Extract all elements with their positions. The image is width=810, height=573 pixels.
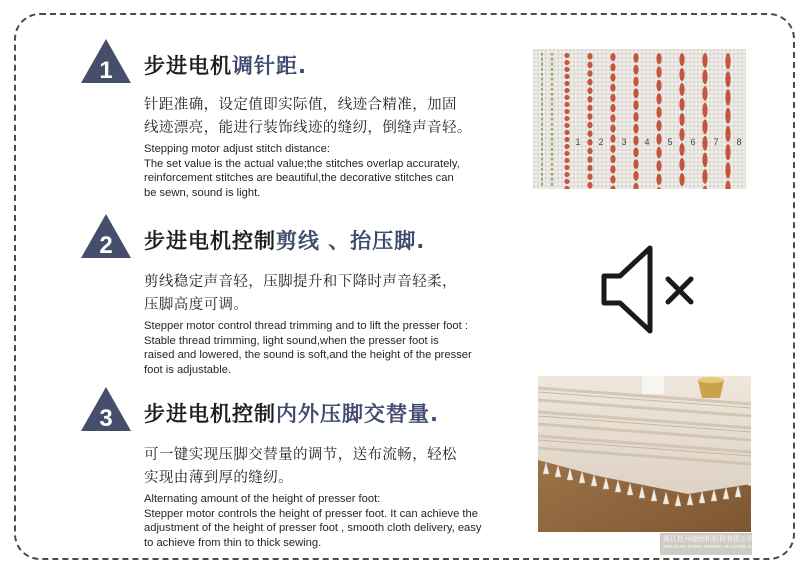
red-stitch — [587, 70, 592, 77]
red-stitch — [587, 165, 592, 172]
red-stitch — [610, 145, 615, 153]
green-stitch — [541, 178, 543, 181]
feature-title: 步进电机调针距. — [144, 54, 307, 78]
red-stitch — [679, 113, 684, 126]
red-stitch — [633, 159, 638, 169]
red-stitch — [679, 143, 684, 156]
green-stitch — [551, 123, 553, 126]
green-stitch — [551, 93, 553, 96]
red-stitch — [633, 53, 638, 63]
green-stitch — [541, 128, 543, 131]
red-stitch — [587, 96, 592, 103]
green-stitch — [551, 143, 553, 146]
green-stitch — [551, 113, 553, 116]
red-stitch — [656, 80, 661, 91]
red-stitch — [725, 126, 730, 142]
feature-title: 步进电机控制剪线 、抬压脚. — [144, 229, 426, 253]
feature-title: 步进电机控制内外压脚交替量. — [144, 402, 439, 426]
green-stitch — [551, 178, 553, 181]
red-stitch — [564, 109, 569, 114]
red-stitch — [587, 62, 592, 69]
red-stitch — [679, 83, 684, 96]
red-stitch — [587, 139, 592, 146]
green-stitch — [541, 88, 543, 91]
red-stitch — [610, 124, 615, 132]
green-stitch — [551, 78, 553, 81]
green-stitch — [541, 98, 543, 101]
red-stitch — [656, 174, 661, 185]
red-stitch — [633, 147, 638, 157]
red-stitch — [725, 162, 730, 178]
red-stitch — [587, 130, 592, 137]
green-stitch — [551, 133, 553, 136]
green-stitch — [551, 58, 553, 61]
number-triangle-icon — [80, 386, 132, 432]
green-stitch — [551, 168, 553, 171]
green-stitch — [541, 168, 543, 171]
green-stitch — [551, 173, 553, 176]
green-stitch — [541, 108, 543, 111]
red-stitch — [564, 172, 569, 177]
red-stitch — [564, 53, 569, 58]
red-stitch — [702, 119, 707, 134]
green-stitch — [551, 163, 553, 166]
red-stitch — [656, 133, 661, 144]
stitch-number-label: 5 — [667, 137, 673, 147]
red-stitch — [725, 89, 730, 105]
red-stitch — [564, 158, 569, 163]
red-stitch — [725, 53, 730, 69]
green-stitch — [541, 153, 543, 156]
green-stitch — [541, 138, 543, 141]
feature-en-text: Stepper motor control thread trimming and to lift the presser foot : Stable thread trimming, light sound,when the presser foot is raised and lowered, the sound is soft,and the height of the presser foot is adjustable. — [144, 320, 472, 376]
feature-number: 3 — [99, 405, 113, 432]
red-stitch — [587, 182, 592, 189]
red-stitch — [679, 98, 684, 111]
red-stitch — [633, 100, 638, 110]
green-stitch — [541, 158, 543, 161]
green-stitch — [551, 53, 553, 56]
red-stitch — [656, 107, 661, 118]
feature-en-text: Stepping motor adjust stitch distance: The set value is the actual value;the stitches overlap accurately, reinforcement stitches are beautiful,the decorative stitches can be sewn, sound is light. — [144, 143, 460, 199]
red-stitch — [610, 165, 615, 173]
feature-zh-text: 针距准确，设定值即实际值，线迹合精准，加固 线迹漂亮，能进行装饰线迹的缝纫，倒缝声音轻。 — [144, 97, 472, 136]
red-stitch — [610, 84, 615, 92]
red-stitch — [610, 114, 615, 122]
red-stitch — [656, 66, 661, 77]
red-stitch — [564, 116, 569, 121]
green-stitch — [541, 163, 543, 166]
red-stitch — [564, 123, 569, 128]
red-stitch — [702, 153, 707, 168]
red-stitch — [679, 53, 684, 66]
red-stitch — [679, 173, 684, 186]
feature-zh-text: 可一键实现压脚交替量的调节，送布流畅，轻松 实现由薄到厚的缝纫。 — [144, 447, 457, 486]
speaker-mute-icon — [598, 242, 698, 337]
tablecloth-image — [538, 376, 751, 532]
green-stitch — [541, 143, 543, 146]
stitch-number-label: 3 — [621, 137, 627, 147]
red-stitch — [587, 122, 592, 129]
red-stitch — [633, 136, 638, 146]
red-stitch — [702, 86, 707, 101]
red-stitch — [564, 60, 569, 65]
stitch-number-label: 6 — [690, 137, 696, 147]
green-stitch — [541, 133, 543, 136]
red-stitch — [610, 63, 615, 71]
red-stitch — [679, 68, 684, 81]
red-stitch — [633, 124, 638, 134]
red-stitch — [587, 113, 592, 120]
red-stitch — [564, 165, 569, 170]
green-stitch — [551, 63, 553, 66]
green-stitch — [541, 148, 543, 151]
green-stitch — [551, 148, 553, 151]
green-stitch — [551, 158, 553, 161]
red-stitch — [564, 81, 569, 86]
red-stitch — [725, 71, 730, 87]
green-stitch — [551, 153, 553, 156]
red-stitch — [702, 169, 707, 184]
red-stitch — [587, 87, 592, 94]
red-stitch — [702, 136, 707, 151]
stitch-number-label: 2 — [598, 137, 604, 147]
red-stitch — [564, 88, 569, 93]
red-stitch — [564, 130, 569, 135]
red-stitch — [564, 151, 569, 156]
green-stitch — [551, 128, 553, 131]
green-stitch — [541, 118, 543, 121]
red-stitch — [610, 155, 615, 163]
red-stitch — [656, 160, 661, 171]
number-triangle-icon — [80, 38, 132, 84]
red-stitch — [610, 53, 615, 61]
green-stitch — [551, 88, 553, 91]
red-stitch — [610, 135, 615, 143]
red-stitch — [702, 53, 707, 68]
green-stitch — [541, 63, 543, 66]
red-stitch — [564, 137, 569, 142]
red-stitch — [610, 104, 615, 112]
red-stitch — [633, 112, 638, 122]
red-stitch — [656, 120, 661, 131]
green-stitch — [541, 173, 543, 176]
red-stitch — [610, 73, 615, 81]
green-stitch — [541, 68, 543, 71]
green-stitch — [551, 183, 553, 186]
number-triangle-icon — [80, 213, 132, 259]
green-stitch — [541, 123, 543, 126]
red-stitch — [564, 102, 569, 107]
stitch-number-label: 8 — [736, 137, 742, 147]
red-stitch — [656, 93, 661, 104]
green-stitch — [541, 103, 543, 106]
red-stitch — [587, 105, 592, 112]
feature-number: 1 — [99, 57, 113, 84]
red-stitch — [564, 67, 569, 72]
feature-zh-text: 剪线稳定声音轻，压脚提升和下降时声音轻柔， 压脚高度可调。 — [144, 274, 457, 313]
green-stitch — [551, 83, 553, 86]
red-stitch — [702, 70, 707, 85]
green-stitch — [551, 138, 553, 141]
green-stitch — [541, 93, 543, 96]
green-stitch — [541, 78, 543, 81]
red-stitch — [564, 74, 569, 79]
red-stitch — [587, 79, 592, 86]
red-stitch — [610, 175, 615, 183]
red-stitch — [656, 147, 661, 158]
green-stitch — [541, 53, 543, 56]
green-stitch — [551, 98, 553, 101]
red-stitch — [587, 173, 592, 180]
green-stitch — [541, 83, 543, 86]
red-stitch — [679, 158, 684, 171]
company-watermark: 浙江杜马缝纫机股份有限公司 ZHEJIANG DUMA SEWING MACHINE CO.,LTD. — [663, 536, 769, 549]
red-stitch — [725, 144, 730, 160]
red-stitch — [633, 65, 638, 75]
feature-en-text: Alternating amount of the height of presser foot: Stepper motor controls the height of presser foot. It can achieve the adjustment of the height of presser foot , smooth cloth delivery, easy to achieve from thin to thick sewing. — [144, 493, 482, 549]
green-stitch — [541, 113, 543, 116]
red-stitch — [587, 148, 592, 155]
feature-number: 2 — [99, 232, 113, 259]
red-stitch — [679, 128, 684, 141]
green-stitch — [541, 73, 543, 76]
red-stitch — [656, 53, 661, 64]
green-stitch — [541, 58, 543, 61]
stitch-number-label: 4 — [644, 137, 650, 147]
red-stitch — [564, 179, 569, 184]
green-stitch — [551, 103, 553, 106]
red-stitch — [633, 171, 638, 181]
red-stitch — [564, 95, 569, 100]
stitch-sample-image — [533, 49, 746, 189]
red-stitch — [610, 94, 615, 102]
red-stitch — [564, 144, 569, 149]
red-stitch — [633, 88, 638, 98]
green-stitch — [551, 108, 553, 111]
green-stitch — [551, 68, 553, 71]
red-stitch — [633, 77, 638, 87]
green-stitch — [551, 73, 553, 76]
red-stitch — [587, 53, 592, 60]
stitch-number-label: 1 — [575, 137, 581, 147]
red-stitch — [725, 108, 730, 124]
red-stitch — [702, 103, 707, 118]
stitch-number-label: 7 — [713, 137, 719, 147]
red-stitch — [587, 156, 592, 163]
green-stitch — [541, 183, 543, 186]
green-stitch — [551, 118, 553, 121]
